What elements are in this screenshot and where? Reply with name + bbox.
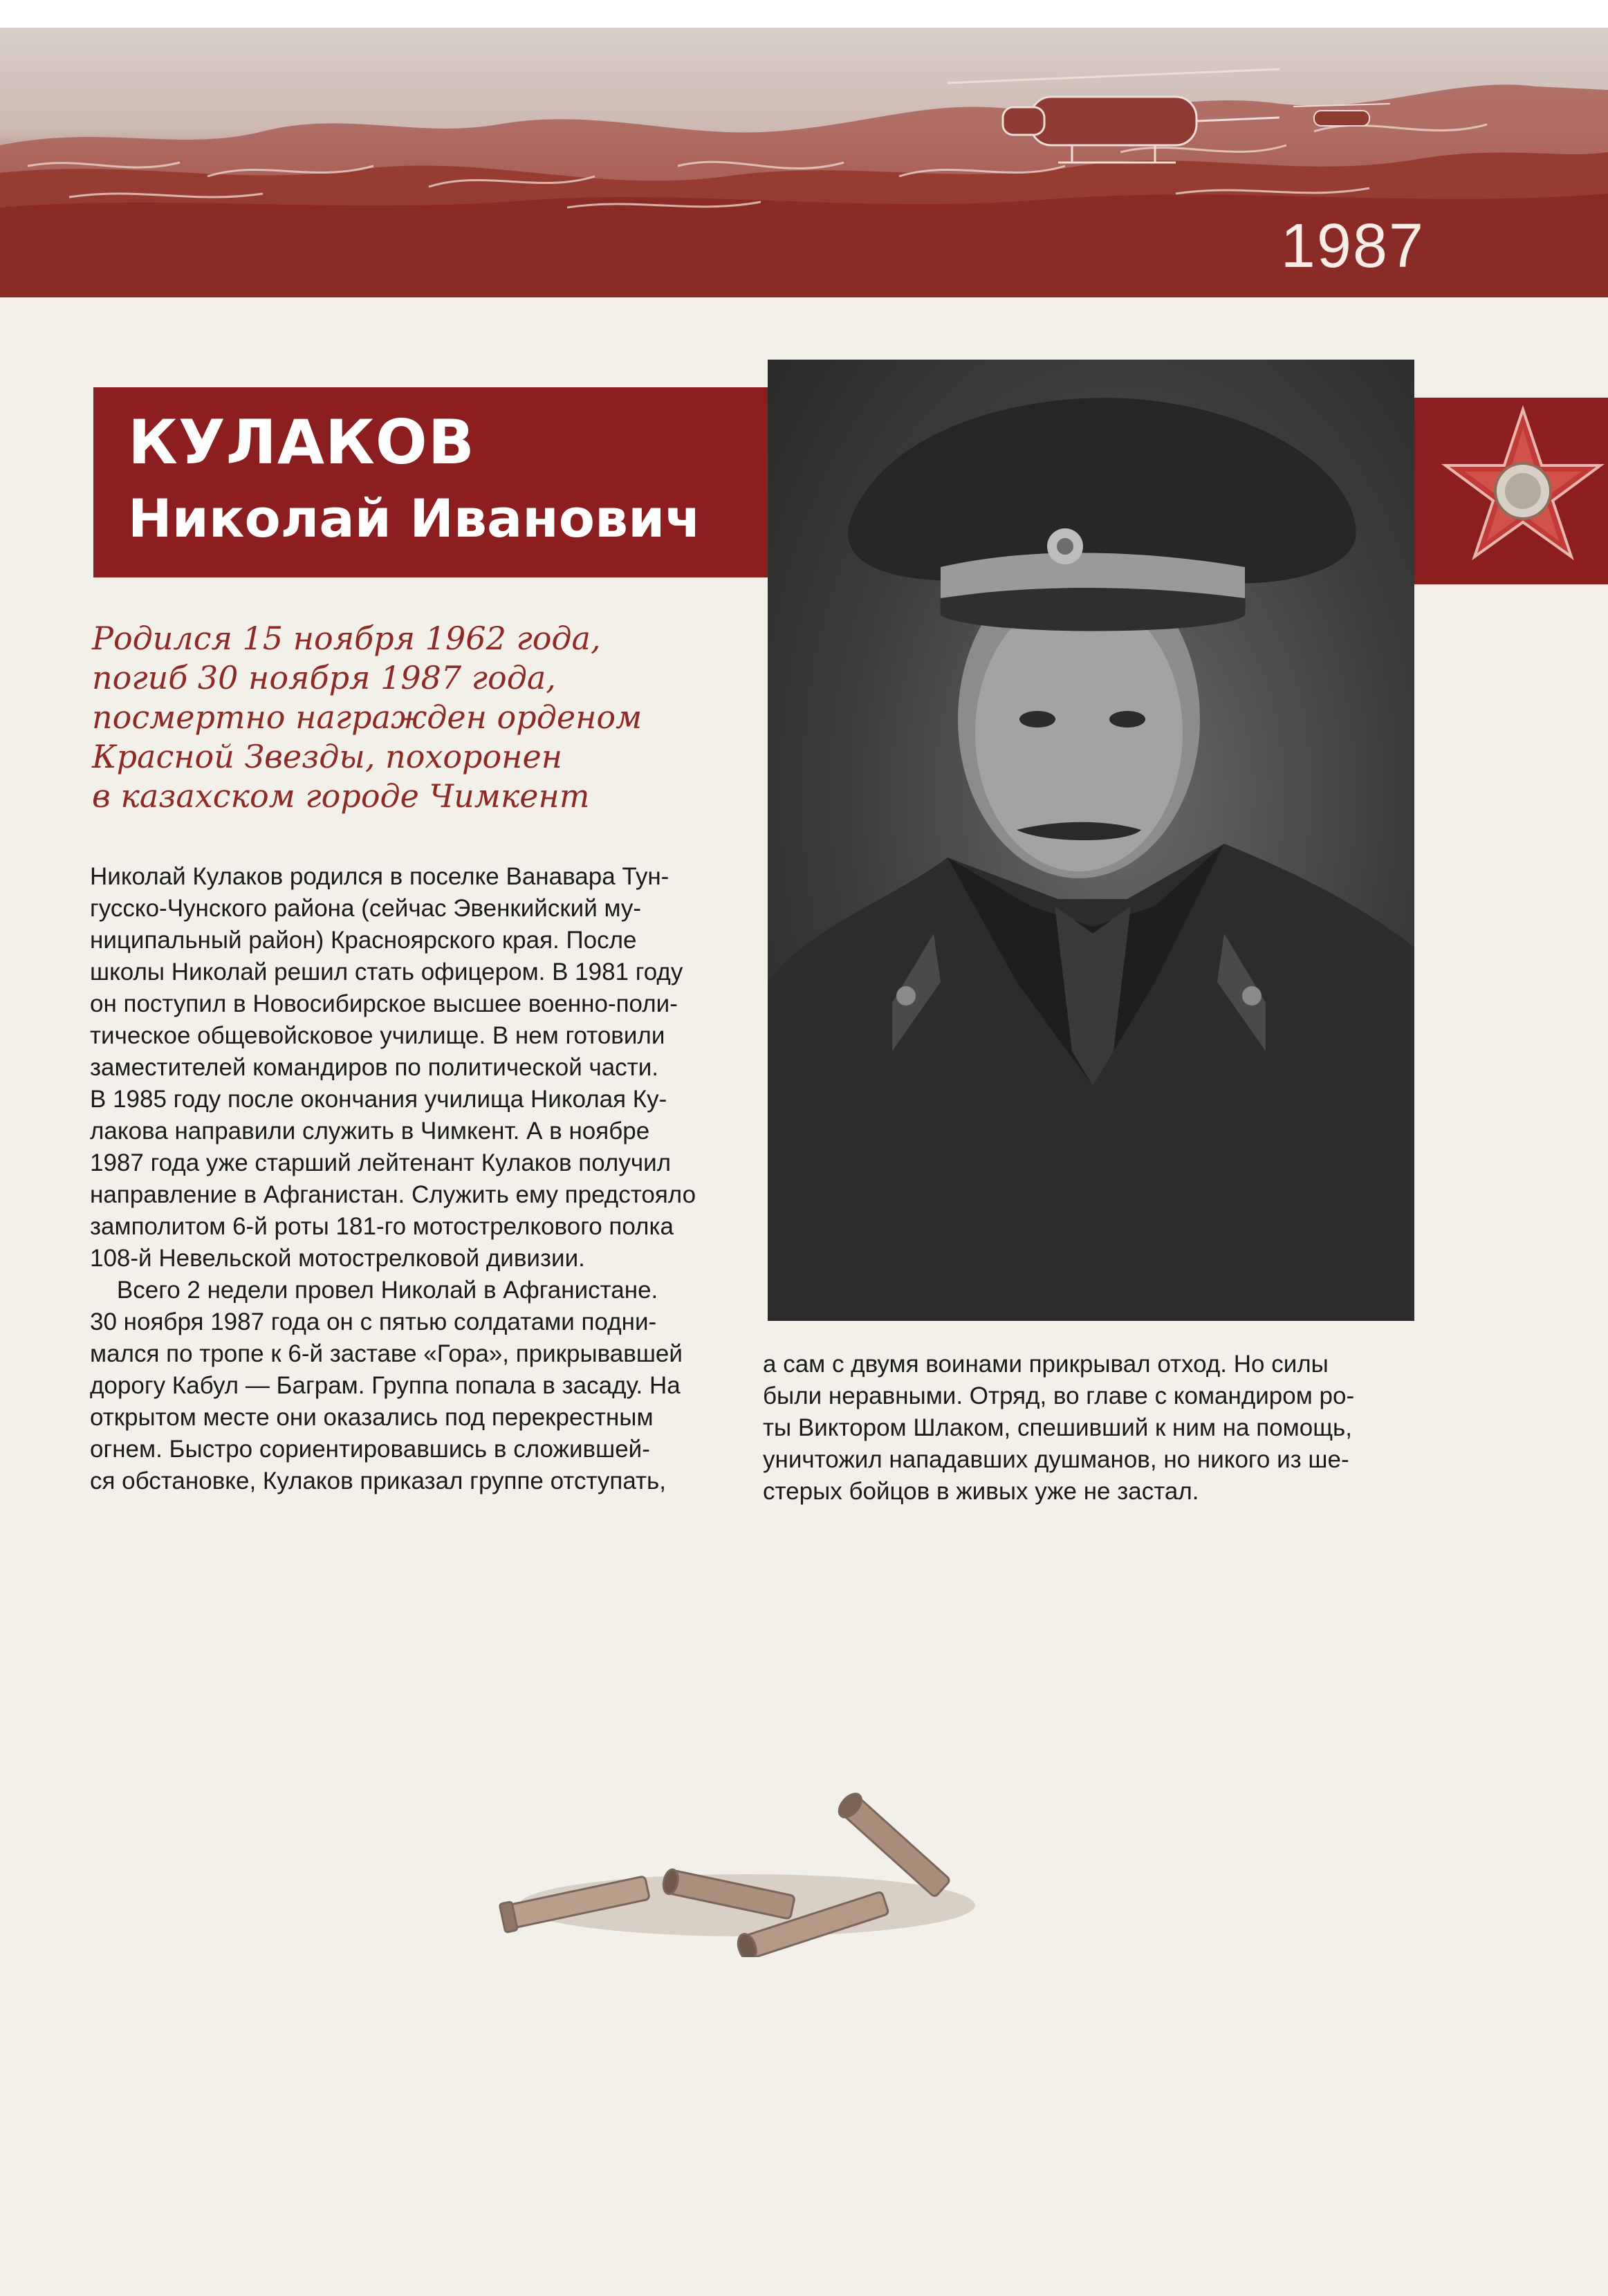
text-line: заместителей командиров по политической части. xyxy=(90,1054,658,1081)
text-line: 108-й Невельской мотострелковой дивизии. xyxy=(90,1245,585,1272)
text-line: 1987 года уже старший лейтенант Кулаков получил xyxy=(90,1149,672,1176)
page-top-margin xyxy=(0,0,1608,28)
text-line: были неравными. Отряд, во главе с командиром ро- xyxy=(763,1382,1355,1409)
text-line: стерых бойцов в живых уже не застал. xyxy=(763,1478,1199,1505)
text-line: мался по тропе к 6-й заставе «Гора», прикрывавшей xyxy=(90,1340,683,1367)
biography-left-column xyxy=(90,861,747,1497)
text-line: замполитом 6-й роты 181-го мотострелкового полка xyxy=(90,1213,674,1240)
summary-line: Красной Звезды, похоронен xyxy=(92,738,563,775)
summary-line: в казахском городе Чимкент xyxy=(92,777,590,815)
text-line: открытом месте они оказались под перекрестным xyxy=(90,1404,654,1431)
text-line: Всего 2 недели провел Николай в Афганистане. xyxy=(90,1277,658,1304)
text-line: уничтожил нападавших душманов, но никого из ше- xyxy=(763,1446,1349,1473)
text-line: огнем. Быстро сориентировавшись в сложившей- xyxy=(90,1436,650,1463)
text-line: тическое общевойсковое училище. В нем готовили xyxy=(90,1022,665,1049)
text-line: он поступил в Новосибирское высшее военно-поли- xyxy=(90,990,678,1017)
text-line: школы Николай решил стать офицером. В 1981 году xyxy=(90,959,683,985)
name-plate xyxy=(93,387,768,577)
portrait-photo xyxy=(768,360,1414,1321)
summary-line: Родился 15 ноября 1962 года, xyxy=(92,620,601,657)
bio-summary xyxy=(92,619,714,816)
text-line: направление в Афганистан. Служить ему предстояло xyxy=(90,1181,696,1208)
summary-line: посмертно награжден орденом xyxy=(92,698,643,736)
year-label: 1987 xyxy=(1280,212,1425,281)
surname: КУЛАКОВ xyxy=(128,407,475,478)
text-line: В 1985 году после окончания училища Николая Ку- xyxy=(90,1086,667,1113)
order-of-red-star-icon xyxy=(1439,398,1608,584)
summary-line: погиб 30 ноября 1987 года, xyxy=(92,659,556,696)
text-line: а сам с двумя воинами прикрывал отход. Но силы xyxy=(763,1351,1329,1378)
text-line: ты Виктором Шлаком, спешивший к ним на помощь, xyxy=(763,1414,1352,1441)
cartridge-casings-illustration xyxy=(484,1777,1010,1957)
given-names: Николай Иванович xyxy=(128,488,701,549)
text-line: дорогу Кабул — Баграм. Группа попала в засаду. На xyxy=(90,1372,681,1399)
text-line: 30 ноября 1987 года он с пятью солдатами подни- xyxy=(90,1308,657,1335)
text-line: ся обстановке, Кулаков приказал группе отступать, xyxy=(90,1468,667,1494)
text-line: ниципальный район) Красноярского края. После xyxy=(90,927,637,954)
header-banner xyxy=(0,28,1608,297)
text-line: Николай Кулаков родился в поселке Ванавара Тун- xyxy=(90,863,669,890)
text-line: гусско-Чунского района (сейчас Эвенкийский му- xyxy=(90,895,642,922)
text-line: лакова направили служить в Чимкент. А в ноябре xyxy=(90,1118,650,1145)
biography-right-column xyxy=(763,1349,1420,1508)
